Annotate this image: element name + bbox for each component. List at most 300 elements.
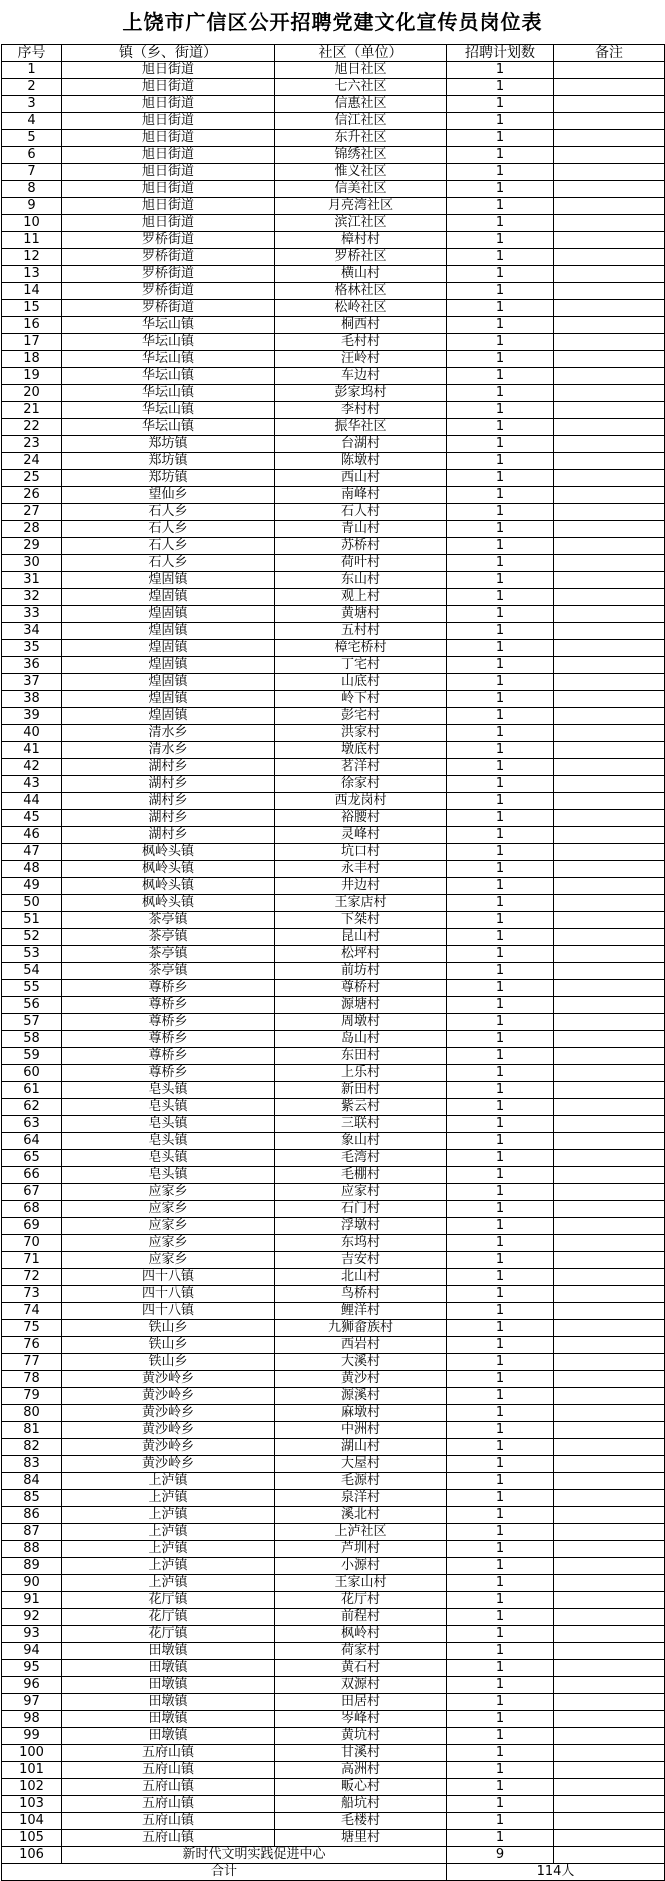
cell-community: 中洲村 bbox=[275, 1422, 447, 1439]
cell-no: 19 bbox=[2, 368, 62, 385]
cell-no: 25 bbox=[2, 470, 62, 487]
cell-note bbox=[554, 1201, 665, 1218]
cell-town: 清水乡 bbox=[62, 742, 275, 759]
cell-note bbox=[554, 147, 665, 164]
table-row bbox=[2, 1388, 665, 1405]
table-row bbox=[2, 1558, 665, 1575]
cell-town: 旭日街道 bbox=[62, 96, 275, 113]
cell-community: 麻墩村 bbox=[275, 1405, 447, 1422]
cell-plan: 1 bbox=[447, 1524, 554, 1541]
cell-note bbox=[554, 1354, 665, 1371]
cell-plan: 1 bbox=[447, 181, 554, 198]
cell-community: 茗洋村 bbox=[275, 759, 447, 776]
cell-community: 南峰村 bbox=[275, 487, 447, 504]
cell-no: 20 bbox=[2, 385, 62, 402]
cell-community: 王家山村 bbox=[275, 1575, 447, 1592]
cell-note bbox=[554, 1133, 665, 1150]
cell-no: 1 bbox=[2, 62, 62, 79]
cell-no: 32 bbox=[2, 589, 62, 606]
cell-note bbox=[554, 572, 665, 589]
total-label: 合计 bbox=[2, 1864, 447, 1881]
table-row bbox=[2, 1762, 665, 1779]
table-row bbox=[2, 1592, 665, 1609]
table-row bbox=[2, 776, 665, 793]
cell-note bbox=[554, 844, 665, 861]
cell-town: 煌固镇 bbox=[62, 623, 275, 640]
cell-town: 旭日街道 bbox=[62, 198, 275, 215]
cell-note bbox=[554, 164, 665, 181]
cell-no: 3 bbox=[2, 96, 62, 113]
table-row bbox=[2, 1694, 665, 1711]
cell-note bbox=[554, 1320, 665, 1337]
cell-community: 应家村 bbox=[275, 1184, 447, 1201]
cell-no: 86 bbox=[2, 1507, 62, 1524]
cell-note bbox=[554, 861, 665, 878]
cell-plan: 1 bbox=[447, 351, 554, 368]
table-row bbox=[2, 589, 665, 606]
cell-note bbox=[554, 1830, 665, 1847]
cell-town: 应家乡 bbox=[62, 1252, 275, 1269]
table-row bbox=[2, 793, 665, 810]
cell-no: 105 bbox=[2, 1830, 62, 1847]
cell-plan: 1 bbox=[447, 1728, 554, 1745]
cell-plan: 1 bbox=[447, 1337, 554, 1354]
cell-community: 彭家坞村 bbox=[275, 385, 447, 402]
cell-note bbox=[554, 113, 665, 130]
cell-community: 樟村村 bbox=[275, 232, 447, 249]
cell-town: 旭日街道 bbox=[62, 181, 275, 198]
cell-plan: 1 bbox=[447, 759, 554, 776]
cell-plan: 1 bbox=[447, 538, 554, 555]
cell-town: 煌固镇 bbox=[62, 657, 275, 674]
cell-plan: 1 bbox=[447, 62, 554, 79]
cell-no: 68 bbox=[2, 1201, 62, 1218]
cell-town: 华坛山镇 bbox=[62, 419, 275, 436]
table-row bbox=[2, 1048, 665, 1065]
cell-plan: 1 bbox=[447, 130, 554, 147]
cell-note bbox=[554, 1422, 665, 1439]
cell-plan: 1 bbox=[447, 1252, 554, 1269]
cell-no: 73 bbox=[2, 1286, 62, 1303]
table-row bbox=[2, 725, 665, 742]
cell-community: 荷叶村 bbox=[275, 555, 447, 572]
cell-community: 信惠社区 bbox=[275, 96, 447, 113]
header-note: 备注 bbox=[554, 45, 665, 62]
cell-town: 望仙乡 bbox=[62, 487, 275, 504]
table-row bbox=[2, 215, 665, 232]
cell-community: 王家店村 bbox=[275, 895, 447, 912]
cell-no: 104 bbox=[2, 1813, 62, 1830]
table-row bbox=[2, 844, 665, 861]
table-row bbox=[2, 385, 665, 402]
cell-community: 毛村村 bbox=[275, 334, 447, 351]
table-row bbox=[2, 538, 665, 555]
cell-community: 鸟桥村 bbox=[275, 1286, 447, 1303]
cell-note bbox=[554, 589, 665, 606]
cell-community: 源溪村 bbox=[275, 1388, 447, 1405]
cell-town: 罗桥街道 bbox=[62, 266, 275, 283]
cell-plan: 1 bbox=[447, 742, 554, 759]
table-row bbox=[2, 912, 665, 929]
header-plan: 招聘计划数 bbox=[447, 45, 554, 62]
cell-note bbox=[554, 793, 665, 810]
cell-town: 黄沙岭乡 bbox=[62, 1371, 275, 1388]
cell-plan: 1 bbox=[447, 487, 554, 504]
cell-community: 枫岭村 bbox=[275, 1626, 447, 1643]
table-row bbox=[2, 878, 665, 895]
table-row bbox=[2, 334, 665, 351]
cell-note bbox=[554, 1473, 665, 1490]
cell-community: 高洲村 bbox=[275, 1762, 447, 1779]
cell-community: 岭下村 bbox=[275, 691, 447, 708]
cell-town: 尊桥乡 bbox=[62, 1014, 275, 1031]
cell-note bbox=[554, 266, 665, 283]
cell-town: 茶亭镇 bbox=[62, 946, 275, 963]
cell-note bbox=[554, 1592, 665, 1609]
cell-town: 铁山乡 bbox=[62, 1354, 275, 1371]
cell-note bbox=[554, 1626, 665, 1643]
table-row bbox=[2, 1541, 665, 1558]
cell-note bbox=[554, 1507, 665, 1524]
cell-no: 41 bbox=[2, 742, 62, 759]
cell-town: 皂头镇 bbox=[62, 1082, 275, 1099]
table-row bbox=[2, 980, 665, 997]
table-row bbox=[2, 1201, 665, 1218]
cell-no: 84 bbox=[2, 1473, 62, 1490]
cell-plan: 1 bbox=[447, 895, 554, 912]
cell-plan: 1 bbox=[447, 1541, 554, 1558]
cell-plan: 1 bbox=[447, 1303, 554, 1320]
cell-town: 石人乡 bbox=[62, 504, 275, 521]
table-row bbox=[2, 1371, 665, 1388]
cell-no: 85 bbox=[2, 1490, 62, 1507]
cell-town: 华坛山镇 bbox=[62, 351, 275, 368]
cell-plan: 1 bbox=[447, 657, 554, 674]
cell-plan: 1 bbox=[447, 1762, 554, 1779]
cell-plan: 1 bbox=[447, 1405, 554, 1422]
cell-town: 尊桥乡 bbox=[62, 997, 275, 1014]
cell-community: 前坊村 bbox=[275, 963, 447, 980]
cell-community: 振华社区 bbox=[275, 419, 447, 436]
cell-plan: 1 bbox=[447, 334, 554, 351]
cell-no: 33 bbox=[2, 606, 62, 623]
cell-town: 四十八镇 bbox=[62, 1303, 275, 1320]
cell-no: 101 bbox=[2, 1762, 62, 1779]
table-row bbox=[2, 130, 665, 147]
cell-plan: 1 bbox=[447, 708, 554, 725]
cell-community: 桐西村 bbox=[275, 317, 447, 334]
table-row bbox=[2, 79, 665, 96]
cell-town: 旭日街道 bbox=[62, 79, 275, 96]
cell-note bbox=[554, 1711, 665, 1728]
cell-no: 15 bbox=[2, 300, 62, 317]
recruitment-table bbox=[1, 44, 665, 1881]
cell-note bbox=[554, 1490, 665, 1507]
cell-town: 应家乡 bbox=[62, 1201, 275, 1218]
cell-community: 横山村 bbox=[275, 266, 447, 283]
cell-town: 黄沙岭乡 bbox=[62, 1456, 275, 1473]
table-row bbox=[2, 946, 665, 963]
cell-note bbox=[554, 334, 665, 351]
cell-plan: 1 bbox=[447, 963, 554, 980]
cell-no: 2 bbox=[2, 79, 62, 96]
cell-community: 七六社区 bbox=[275, 79, 447, 96]
cell-no: 54 bbox=[2, 963, 62, 980]
cell-plan: 1 bbox=[447, 691, 554, 708]
cell-plan: 1 bbox=[447, 1626, 554, 1643]
cell-no: 88 bbox=[2, 1541, 62, 1558]
cell-town: 五府山镇 bbox=[62, 1779, 275, 1796]
cell-no: 103 bbox=[2, 1796, 62, 1813]
special-note bbox=[554, 1847, 665, 1864]
cell-community: 青山村 bbox=[275, 521, 447, 538]
cell-community: 双源村 bbox=[275, 1677, 447, 1694]
cell-town: 田墩镇 bbox=[62, 1711, 275, 1728]
cell-no: 67 bbox=[2, 1184, 62, 1201]
cell-plan: 1 bbox=[447, 1354, 554, 1371]
cell-community: 樟宅桥村 bbox=[275, 640, 447, 657]
cell-community: 山底村 bbox=[275, 674, 447, 691]
cell-plan: 1 bbox=[447, 980, 554, 997]
table-row bbox=[2, 453, 665, 470]
cell-no: 9 bbox=[2, 198, 62, 215]
cell-note bbox=[554, 810, 665, 827]
cell-community: 松岭社区 bbox=[275, 300, 447, 317]
cell-community: 泉洋村 bbox=[275, 1490, 447, 1507]
cell-note bbox=[554, 691, 665, 708]
cell-town: 石人乡 bbox=[62, 538, 275, 555]
table-row bbox=[2, 351, 665, 368]
cell-note bbox=[554, 1677, 665, 1694]
table-row bbox=[2, 827, 665, 844]
cell-note bbox=[554, 657, 665, 674]
table-row bbox=[2, 198, 665, 215]
cell-plan: 1 bbox=[447, 1388, 554, 1405]
cell-community: 塘里村 bbox=[275, 1830, 447, 1847]
cell-no: 35 bbox=[2, 640, 62, 657]
table-row bbox=[2, 266, 665, 283]
cell-community: 旭日社区 bbox=[275, 62, 447, 79]
cell-community: 船坑村 bbox=[275, 1796, 447, 1813]
cell-community: 信江社区 bbox=[275, 113, 447, 130]
table-row bbox=[2, 640, 665, 657]
cell-no: 34 bbox=[2, 623, 62, 640]
cell-no: 75 bbox=[2, 1320, 62, 1337]
table-row bbox=[2, 1320, 665, 1337]
cell-plan: 1 bbox=[447, 674, 554, 691]
cell-plan: 1 bbox=[447, 1371, 554, 1388]
cell-no: 83 bbox=[2, 1456, 62, 1473]
cell-community: 墩底村 bbox=[275, 742, 447, 759]
cell-note bbox=[554, 283, 665, 300]
cell-note bbox=[554, 1235, 665, 1252]
cell-community: 裕腰村 bbox=[275, 810, 447, 827]
cell-town: 上泸镇 bbox=[62, 1507, 275, 1524]
cell-note bbox=[554, 1337, 665, 1354]
cell-no: 95 bbox=[2, 1660, 62, 1677]
cell-no: 56 bbox=[2, 997, 62, 1014]
cell-town: 郑坊镇 bbox=[62, 470, 275, 487]
cell-plan: 1 bbox=[447, 1116, 554, 1133]
cell-note bbox=[554, 1609, 665, 1626]
cell-no: 24 bbox=[2, 453, 62, 470]
cell-community: 吉安村 bbox=[275, 1252, 447, 1269]
cell-community: 尊桥村 bbox=[275, 980, 447, 997]
cell-note bbox=[554, 1099, 665, 1116]
table-row bbox=[2, 572, 665, 589]
cell-plan: 1 bbox=[447, 1150, 554, 1167]
cell-note bbox=[554, 1779, 665, 1796]
cell-town: 石人乡 bbox=[62, 555, 275, 572]
cell-town: 旭日街道 bbox=[62, 215, 275, 232]
cell-no: 21 bbox=[2, 402, 62, 419]
cell-community: 洪家村 bbox=[275, 725, 447, 742]
cell-no: 60 bbox=[2, 1065, 62, 1082]
cell-town: 华坛山镇 bbox=[62, 385, 275, 402]
cell-town: 黄沙岭乡 bbox=[62, 1439, 275, 1456]
table-row bbox=[2, 1677, 665, 1694]
cell-note bbox=[554, 742, 665, 759]
cell-no: 52 bbox=[2, 929, 62, 946]
table-row bbox=[2, 1133, 665, 1150]
table-row bbox=[2, 1439, 665, 1456]
cell-plan: 1 bbox=[447, 1779, 554, 1796]
cell-town: 尊桥乡 bbox=[62, 1031, 275, 1048]
cell-plan: 1 bbox=[447, 368, 554, 385]
cell-community: 月亮湾社区 bbox=[275, 198, 447, 215]
cell-no: 44 bbox=[2, 793, 62, 810]
table-row bbox=[2, 1745, 665, 1762]
cell-plan: 1 bbox=[447, 1269, 554, 1286]
cell-no: 42 bbox=[2, 759, 62, 776]
cell-town: 湖村乡 bbox=[62, 827, 275, 844]
cell-town: 田墩镇 bbox=[62, 1677, 275, 1694]
cell-plan: 1 bbox=[447, 1218, 554, 1235]
cell-town: 田墩镇 bbox=[62, 1660, 275, 1677]
cell-town: 煌固镇 bbox=[62, 691, 275, 708]
cell-no: 43 bbox=[2, 776, 62, 793]
cell-community: 信美社区 bbox=[275, 181, 447, 198]
cell-community: 苏桥村 bbox=[275, 538, 447, 555]
cell-no: 87 bbox=[2, 1524, 62, 1541]
table-row bbox=[2, 674, 665, 691]
cell-town: 铁山乡 bbox=[62, 1337, 275, 1354]
header-community: 社区（单位） bbox=[275, 45, 447, 62]
cell-plan: 1 bbox=[447, 1031, 554, 1048]
cell-no: 61 bbox=[2, 1082, 62, 1099]
cell-community: 三联村 bbox=[275, 1116, 447, 1133]
cell-plan: 1 bbox=[447, 521, 554, 538]
cell-community: 田居村 bbox=[275, 1694, 447, 1711]
cell-no: 31 bbox=[2, 572, 62, 589]
cell-plan: 1 bbox=[447, 1745, 554, 1762]
cell-note bbox=[554, 62, 665, 79]
cell-town: 华坛山镇 bbox=[62, 317, 275, 334]
cell-no: 58 bbox=[2, 1031, 62, 1048]
cell-note bbox=[554, 1150, 665, 1167]
cell-town: 枫岭头镇 bbox=[62, 878, 275, 895]
cell-community: 井边村 bbox=[275, 878, 447, 895]
cell-plan: 1 bbox=[447, 164, 554, 181]
table-row bbox=[2, 997, 665, 1014]
table-row bbox=[2, 1830, 665, 1847]
cell-note bbox=[554, 1388, 665, 1405]
cell-community: 汪岭村 bbox=[275, 351, 447, 368]
cell-town: 煌固镇 bbox=[62, 589, 275, 606]
cell-note bbox=[554, 470, 665, 487]
cell-no: 26 bbox=[2, 487, 62, 504]
cell-no: 65 bbox=[2, 1150, 62, 1167]
cell-town: 煌固镇 bbox=[62, 640, 275, 657]
cell-plan: 1 bbox=[447, 1201, 554, 1218]
cell-no: 39 bbox=[2, 708, 62, 725]
cell-plan: 1 bbox=[447, 1456, 554, 1473]
cell-community: 车边村 bbox=[275, 368, 447, 385]
total-value: 114人 bbox=[447, 1864, 665, 1881]
cell-plan: 1 bbox=[447, 1490, 554, 1507]
cell-town: 郑坊镇 bbox=[62, 453, 275, 470]
cell-community: 李村村 bbox=[275, 402, 447, 419]
special-unit: 新时代文明实践促进中心 bbox=[62, 1847, 447, 1864]
cell-no: 72 bbox=[2, 1269, 62, 1286]
table-row bbox=[2, 1711, 665, 1728]
table-row bbox=[2, 436, 665, 453]
cell-town: 旭日街道 bbox=[62, 130, 275, 147]
cell-plan: 1 bbox=[447, 1558, 554, 1575]
cell-note bbox=[554, 1286, 665, 1303]
cell-note bbox=[554, 827, 665, 844]
cell-community: 浮墩村 bbox=[275, 1218, 447, 1235]
cell-town: 上泸镇 bbox=[62, 1558, 275, 1575]
cell-no: 50 bbox=[2, 895, 62, 912]
cell-community: 新田村 bbox=[275, 1082, 447, 1099]
cell-community: 上泸社区 bbox=[275, 1524, 447, 1541]
cell-note bbox=[554, 181, 665, 198]
cell-plan: 1 bbox=[447, 606, 554, 623]
table-row bbox=[2, 861, 665, 878]
cell-note bbox=[554, 317, 665, 334]
cell-town: 旭日街道 bbox=[62, 147, 275, 164]
cell-note bbox=[554, 759, 665, 776]
cell-town: 煌固镇 bbox=[62, 606, 275, 623]
table-row bbox=[2, 1065, 665, 1082]
cell-town: 五府山镇 bbox=[62, 1745, 275, 1762]
cell-note bbox=[554, 1728, 665, 1745]
cell-no: 69 bbox=[2, 1218, 62, 1235]
cell-plan: 1 bbox=[447, 572, 554, 589]
cell-community: 北山村 bbox=[275, 1269, 447, 1286]
table-row bbox=[2, 1643, 665, 1660]
cell-community: 大屋村 bbox=[275, 1456, 447, 1473]
cell-community: 鲤洋村 bbox=[275, 1303, 447, 1320]
cell-no: 80 bbox=[2, 1405, 62, 1422]
cell-town: 五府山镇 bbox=[62, 1813, 275, 1830]
cell-town: 湖村乡 bbox=[62, 793, 275, 810]
cell-no: 13 bbox=[2, 266, 62, 283]
table-row bbox=[2, 1031, 665, 1048]
table-row bbox=[2, 1116, 665, 1133]
cell-no: 22 bbox=[2, 419, 62, 436]
cell-community: 丁宅村 bbox=[275, 657, 447, 674]
cell-plan: 1 bbox=[447, 1609, 554, 1626]
cell-plan: 1 bbox=[447, 215, 554, 232]
cell-note bbox=[554, 1524, 665, 1541]
cell-no: 46 bbox=[2, 827, 62, 844]
cell-town: 茶亭镇 bbox=[62, 963, 275, 980]
cell-note bbox=[554, 538, 665, 555]
cell-plan: 1 bbox=[447, 385, 554, 402]
cell-town: 尊桥乡 bbox=[62, 1048, 275, 1065]
